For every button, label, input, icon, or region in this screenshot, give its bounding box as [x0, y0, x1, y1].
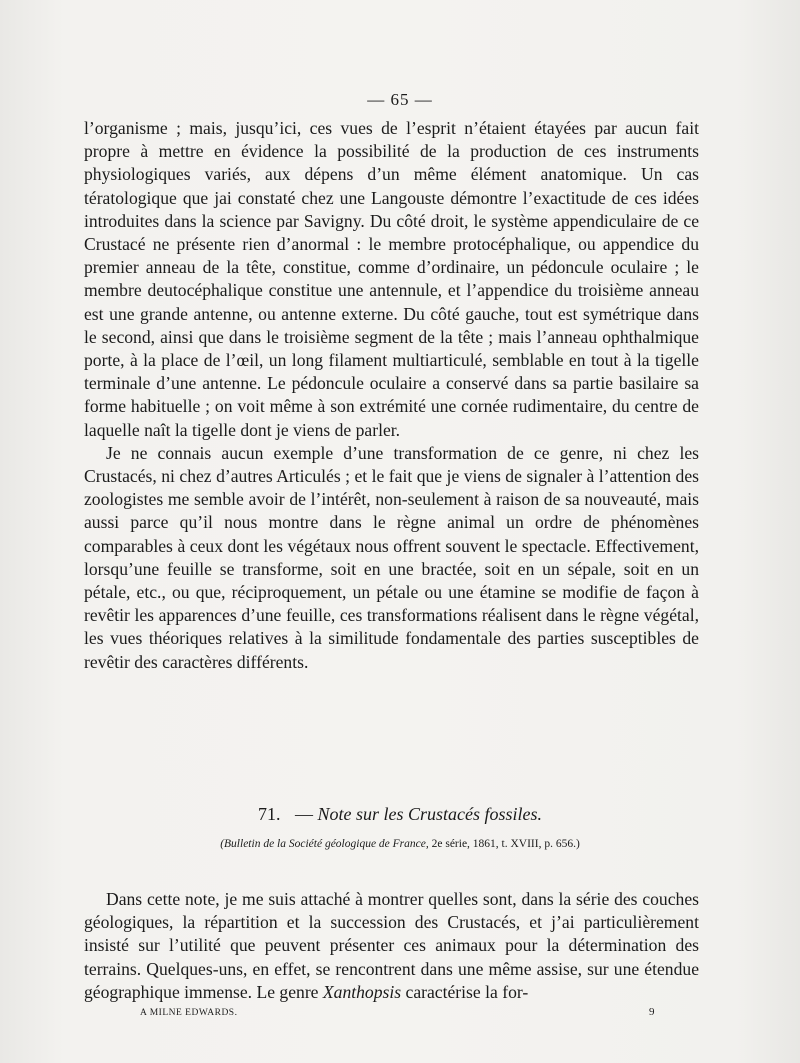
section-title: Note sur les Crustacés fossiles. — [317, 804, 542, 824]
section-number: 71. — [257, 804, 281, 824]
section-text-start: Dans cette note, je me suis attaché à montrer quelles sont, dans la série des couches géologiques, la répartition et la succession des Crustacés, et j’ai particulièrement insisté sur l’utilité que peuvent présenter ces animaux pour la détermination des terrains. Quelques-uns, en effet, se rencontrent dans une même assise, sur une étendue géographique immense. Le genre — [84, 889, 699, 1002]
section-paragraph — [84, 888, 699, 1004]
section-text-end: caractérise la for- — [405, 981, 529, 1002]
section-citation — [0, 838, 800, 850]
section-dash: — — [294, 804, 313, 824]
page-number-header: — 65 — — [367, 90, 433, 109]
section-heading — [0, 804, 800, 825]
citation-details: 2e série, 1861, t. XVIII, p. 656.) — [431, 838, 580, 850]
paragraph-1: l’organisme ; mais, jusqu’ici, ces vues de l’esprit n’étaient étayées par aucun fait propre à mettre en évidence la possibilité de la production de ces instruments physiologiques variés, aux dépens d’un même élément anatomique. Un cas tératologique que jai constaté chez une Langouste démontre l’exactitude de ces idées introduites dans la science par Savigny. Du côté droit, le système appendiculaire de ce Crustacé ne présente rien d’anormal : le membre protocéphalique, ou appendice du premier anneau de la tête, constitue, comme d’ordinaire, un pédoncule oculaire ; le membre deutocéphalique constitue une antennule, et l’appendice du troisième anneau est une grande antenne, ou antenne externe. Du côté gauche, tout est symétrique dans le second, ainsi que dans le troisième segment de la tête ; mais l’anneau ophthalmique porte, à la place de l’œil, un long filament multiarticulé, semblable en tout à la tigelle terminale d’une antenne. Le pédoncule oculaire a conservé dans sa partie basilaire sa forme habituelle ; on voit même à son extrémité une cornée rudimentaire, du centre de laquelle naît la tigelle dont je viens de parler. — [84, 118, 699, 440]
main-text — [84, 117, 699, 674]
paragraph-2: Je ne connais aucun exemple d’une transformation de ce genre, ni chez les Crustacés, ni chez d’autres Articulés ; et le fait que je viens de signaler à l’attention des zoologistes me semble avoir de l’intérêt, non-seulement à raison de sa nouveauté, mais aussi parce qu’il nous montre dans le règne animal un ordre de phénomènes comparables à ceux dont les végétaux nous offrent souvent le spectacle. Effectivement, lorsqu’une feuille se transforme, soit en une bractée, soit en un sépale, soit en un pétale, etc., ou que, réciproquement, un pétale ou une étamine se modifie de façon à revêtir les apparences d’une feuille, ces transformations réalisent dans le règne végétal, les vues théoriques relatives à la similitude fondamentale des parties susceptibles de revêtir des caractères différents. — [84, 442, 699, 672]
citation-source: (Bulletin de la Société géologique de France, — [220, 838, 429, 850]
genus-name: Xanthopsis — [322, 981, 402, 1002]
printer-signature: A MILNE EDWARDS. — [140, 1008, 238, 1018]
section-body — [84, 888, 699, 1004]
sheet-number: 9 — [649, 1006, 655, 1018]
